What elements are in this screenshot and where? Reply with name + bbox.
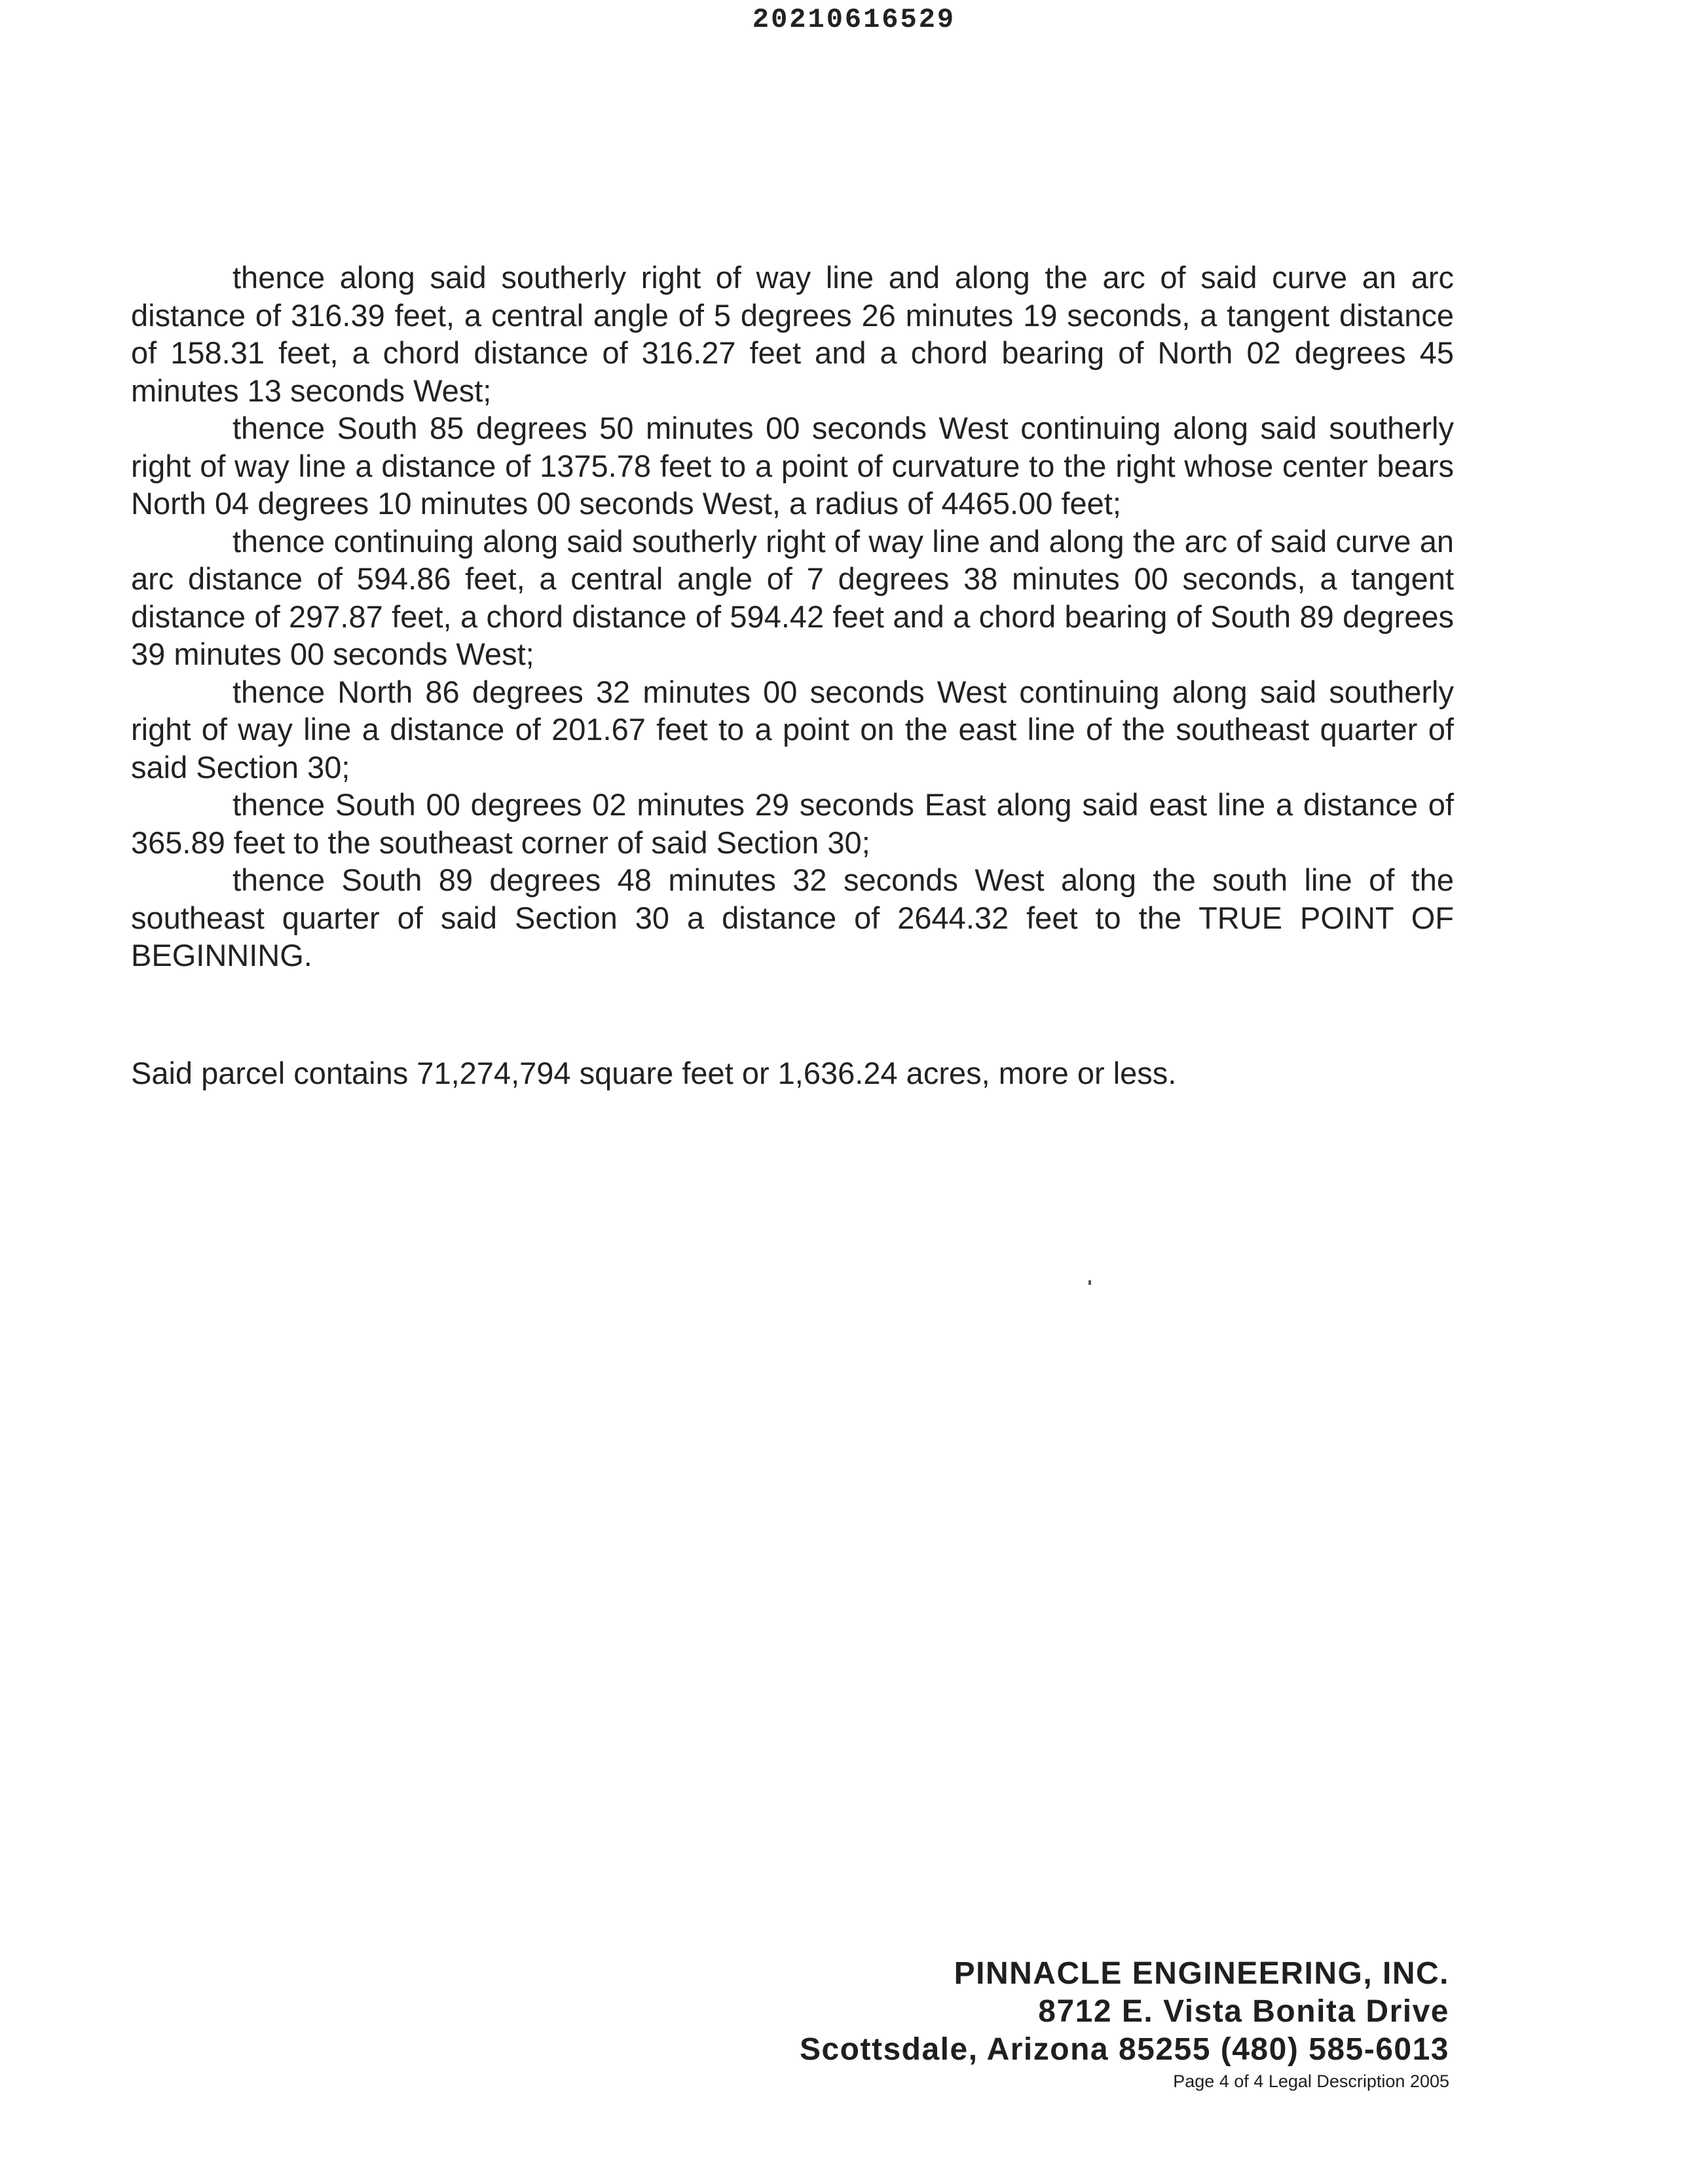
course-paragraph: thence South 89 degrees 48 minutes 32 seconds West along the south line of the southeast quarter of said Section 30 a distance of 2644.32 feet to the TRUE POINT OF BEGINNING. [131,862,1454,973]
company-footer [800,1955,1449,2092]
course-paragraph: thence continuing along said southerly right of way line and along the arc of said curve an arc distance of 594.86 feet, a central angle of 7 degrees 38 minutes 00 seconds, a tangent distance of 297.87 feet, a chord distance of 594.42 feet and a chord bearing of South 89 degrees 39 minutes 00 seconds West; [131,523,1454,671]
document-number: 20210616529 [752,4,956,35]
legal-description-body [131,259,1454,974]
company-name: PINNACLE ENGINEERING, INC. [954,1956,1449,1991]
course-paragraph: thence South 85 degrees 50 minutes 00 seconds West continuing along said southerly right of way line a distance of 1375.78 feet to a point of curvature to the right whose center bears North 04 degrees 10 minutes 00 seconds West, a radius of 4465.00 feet; [131,411,1454,521]
parcel-area-summary: Said parcel contains 71,274,794 square feet or 1,636.24 acres, more or less. [131,1056,1177,1090]
course-paragraph: thence North 86 degrees 32 minutes 00 seconds West continuing along said southerly right of way line a distance of 201.67 feet to a point on the east line of the southeast quarter of said Section 30; [131,674,1454,785]
course-paragraph: thence South 00 degrees 02 minutes 29 seconds East along said east line a distance of 365.89 feet to the southeast corner of said Section 30; [131,787,1454,860]
course-paragraph: thence along said southerly right of way line and along the arc of said curve an arc distance of 316.39 feet, a central angle of 5 degrees 26 minutes 19 seconds, a tangent distance of 158.31 feet, a chord distance of 316.27 feet and a chord bearing of North 02 degrees 45 minutes 13 seconds West; [131,260,1454,408]
page-indicator: Page 4 of 4 Legal Description 2005 [1173,2071,1449,2091]
company-address: 8712 E. Vista Bonita Drive [1038,1994,1449,2029]
company-city-phone: Scottsdale, Arizona 85255 (480) 585-6013 [799,2032,1449,2067]
scan-speck [1088,1280,1091,1285]
